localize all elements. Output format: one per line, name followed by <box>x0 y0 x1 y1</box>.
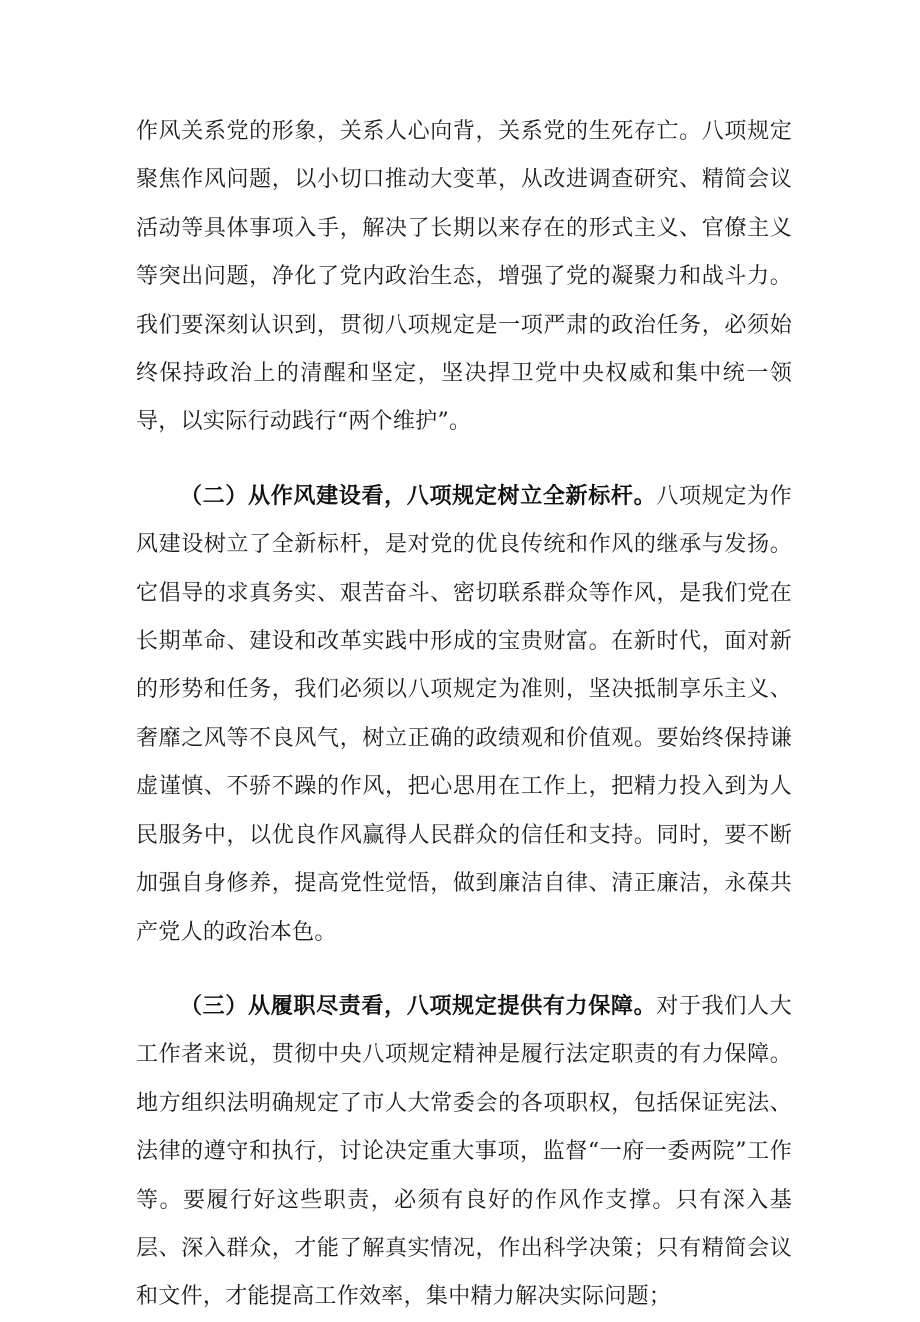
paragraph-1 <box>136 108 792 447</box>
document-body <box>136 108 792 1322</box>
paragraph-1-text: 作风关系党的形象，关系人心向背，关系党的生死存亡。八项规定聚焦作风问题，以小切口推动大变革，从改进调查研究、精简会议活动等具体事项入手，解决了长期以来存在的形式主义、官僚主义等突出问题，净化了党内政治生态，增强了党的凝聚力和战斗力。我们要深刻认识到，贯彻八项规定是一项严肃的政治任务，必须始终保持政治上的清醒和坚定，坚决捍卫党中央权威和集中统一领导，以实际行动践行“两个维护”。 <box>136 119 792 435</box>
paragraph-2 <box>136 473 792 957</box>
section-heading-3: （三）从履职尽责看，八项规定提供有力保障。 <box>180 993 657 1019</box>
paragraph-3-text: 对于我们人大工作者来说，贯彻中央八项规定精神是履行法定职责的有力保障。地方组织法明确规定了市人大常委会的各项职权，包括保证宪法、法律的遵守和执行，讨论决定重大事项，监督“一府一委两院”工作等。要履行好这些职责，必须有良好的作风作支撑。只有深入基层、深入群众，才能了解真实情况，作出科学决策；只有精简会议和文件，才能提高工作效率，集中精力解决实际问题； <box>136 993 792 1310</box>
section-heading-2: （二）从作风建设看，八项规定树立全新标杆。 <box>180 483 657 509</box>
paragraph-2-text: 八项规定为作风建设树立了全新标杆，是对党的优良传统和作风的继承与发扬。它倡导的求真务实、艰苦奋斗、密切联系群众等作风，是我们党在长期革命、建设和改革实践中形成的宝贵财富。在新时代，面对新的形势和任务，我们必须以八项规定为准则，坚决抵制享乐主义、奢靡之风等不良风气，树立正确的政绩观和价值观。要始终保持谦虚谨慎、不骄不躁的作风，把心思用在工作上，把精力投入到为人民服务中，以优良作风赢得人民群众的信任和支持。同时，要不断加强自身修养，提高党性觉悟，做到廉洁自律、清正廉洁，永葆共产党人的政治本色。 <box>136 483 792 945</box>
paragraph-3 <box>136 983 792 1322</box>
